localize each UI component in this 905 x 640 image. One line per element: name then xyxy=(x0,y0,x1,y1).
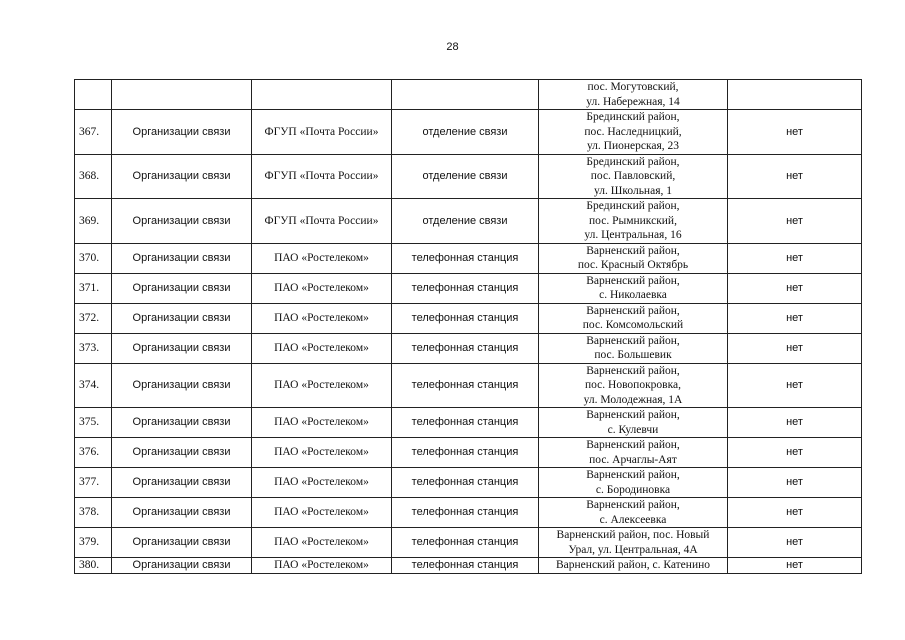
address-line: ул. Набережная, 14 xyxy=(586,95,680,108)
organization-cell: ПАО «Ростелеком» xyxy=(252,498,392,528)
address-line: Варненский район, xyxy=(586,469,680,481)
status-cell: нет xyxy=(728,438,862,468)
row-number-cell: 376. xyxy=(75,438,112,468)
table-body xyxy=(75,80,862,574)
address-line: ул. Центральная, 16 xyxy=(584,229,682,241)
category-cell: Организации связи xyxy=(112,558,252,574)
table-row xyxy=(75,408,862,438)
status-cell: нет xyxy=(728,243,862,273)
organization-cell: ФГУП «Почта России» xyxy=(252,199,392,244)
row-number-cell: 379. xyxy=(75,528,112,558)
row-number-cell: 372. xyxy=(75,303,112,333)
address-line: Варненский район, xyxy=(586,364,680,377)
address-cell xyxy=(539,303,728,333)
status-cell: нет xyxy=(728,303,862,333)
status-cell: нет xyxy=(728,154,862,199)
address-line: ул. Молодежная, 1А xyxy=(583,393,683,406)
address-line: с. Николаевка xyxy=(599,289,667,301)
row-number-cell: 369. xyxy=(75,199,112,244)
object-type-cell: телефонная станция xyxy=(392,558,539,574)
table-row xyxy=(75,333,862,363)
table-row xyxy=(75,199,862,244)
address-cell xyxy=(539,438,728,468)
address-line: Варненский район, xyxy=(586,304,680,317)
object-type-cell: отделение связи xyxy=(392,199,539,244)
category-cell: Организации связи xyxy=(112,333,252,363)
address-cell xyxy=(539,363,728,408)
address-line: пос. Арчаглы-Аят xyxy=(589,453,677,466)
object-type-cell xyxy=(392,80,539,110)
category-cell: Организации связи xyxy=(112,154,252,199)
address-line: пос. Наследницкий, xyxy=(584,125,682,138)
address-line: с. Бородиновка xyxy=(595,483,671,496)
category-cell: Организации связи xyxy=(112,110,252,155)
status-cell: нет xyxy=(728,528,862,558)
address-line: Брединский район, xyxy=(586,155,680,168)
object-type-cell: отделение связи xyxy=(392,154,539,199)
address-cell xyxy=(539,528,728,558)
category-cell: Организации связи xyxy=(112,408,252,438)
address-line: Урал, ул. Центральная, 4А xyxy=(568,543,698,556)
object-type-cell: телефонная станция xyxy=(392,528,539,558)
object-type-cell: телефонная станция xyxy=(392,468,539,498)
table-row xyxy=(75,363,862,408)
address-line: пос. Павловский, xyxy=(590,170,676,182)
category-cell: Организации связи xyxy=(112,243,252,273)
object-type-cell: телефонная станция xyxy=(392,498,539,528)
address-line: Варненский район, xyxy=(586,499,680,511)
organization-cell: ПАО «Ростелеком» xyxy=(252,408,392,438)
table-row xyxy=(75,303,862,333)
category-cell: Организации связи xyxy=(112,273,252,303)
address-line: ул. Школьная, 1 xyxy=(594,184,672,197)
address-cell xyxy=(539,468,728,498)
status-cell: нет xyxy=(728,363,862,408)
category-cell: Организации связи xyxy=(112,303,252,333)
organization-cell: ФГУП «Почта России» xyxy=(252,154,392,199)
address-cell xyxy=(539,408,728,438)
row-number-cell: 367. xyxy=(75,110,112,155)
status-cell: нет xyxy=(728,333,862,363)
table-row xyxy=(75,468,862,498)
page-number: 28 xyxy=(446,41,459,53)
table-row xyxy=(75,528,862,558)
address-cell xyxy=(539,498,728,528)
row-number-cell: 373. xyxy=(75,333,112,363)
object-type-cell: телефонная станция xyxy=(392,273,539,303)
row-number-cell: 378. xyxy=(75,498,112,528)
address-cell xyxy=(539,110,728,155)
category-cell: Организации связи xyxy=(112,498,252,528)
status-cell: нет xyxy=(728,558,862,574)
address-line: Варненский район, xyxy=(586,274,680,287)
organization-cell: ПАО «Ростелеком» xyxy=(252,438,392,468)
address-cell xyxy=(539,154,728,199)
address-line: Варненский район, xyxy=(586,244,680,257)
address-line: Брединский район, xyxy=(586,200,680,212)
row-number-cell: 375. xyxy=(75,408,112,438)
address-line: ул. Пионерская, 23 xyxy=(586,140,680,152)
object-type-cell: телефонная станция xyxy=(392,243,539,273)
table-row xyxy=(75,80,862,110)
address-line: Варненский район, xyxy=(586,334,680,347)
organization-cell: ФГУП «Почта России» xyxy=(252,110,392,155)
address-cell xyxy=(539,558,728,574)
status-cell: нет xyxy=(728,199,862,244)
object-type-cell: телефонная станция xyxy=(392,363,539,408)
row-number-cell: 374. xyxy=(75,363,112,408)
address-cell xyxy=(539,243,728,273)
address-line: пос. Красный Октябрь xyxy=(577,259,689,271)
row-number-cell: 377. xyxy=(75,468,112,498)
address-line: Варненский район, с. Катенино xyxy=(556,559,710,571)
address-line: с. Кулевчи xyxy=(607,423,659,436)
address-line: Варненский район, xyxy=(586,409,680,421)
table-row xyxy=(75,243,862,273)
address-cell xyxy=(539,333,728,363)
address-cell xyxy=(539,199,728,244)
status-cell xyxy=(728,80,862,110)
address-line: пос. Большевик xyxy=(594,349,672,361)
object-type-cell: телефонная станция xyxy=(392,333,539,363)
address-cell xyxy=(539,80,728,110)
table-row xyxy=(75,154,862,199)
status-cell: нет xyxy=(728,273,862,303)
table-row xyxy=(75,558,862,574)
address-line: с. Алексеевка xyxy=(599,513,667,526)
category-cell xyxy=(112,80,252,110)
organization-cell: ПАО «Ростелеком» xyxy=(252,558,392,574)
object-type-cell: отделение связи xyxy=(392,110,539,155)
table-row xyxy=(75,438,862,468)
status-cell: нет xyxy=(728,110,862,155)
address-line: пос. Рымникский, xyxy=(589,214,677,227)
object-type-cell: телефонная станция xyxy=(392,303,539,333)
table-row xyxy=(75,498,862,528)
row-number-cell: 371. xyxy=(75,273,112,303)
organization-cell: ПАО «Ростелеком» xyxy=(252,468,392,498)
category-cell: Организации связи xyxy=(112,438,252,468)
row-number-cell: 368. xyxy=(75,154,112,199)
object-type-cell: телефонная станция xyxy=(392,438,539,468)
category-cell: Организации связи xyxy=(112,363,252,408)
status-cell: нет xyxy=(728,498,862,528)
address-cell xyxy=(539,273,728,303)
organization-cell: ПАО «Ростелеком» xyxy=(252,333,392,363)
organization-cell: ПАО «Ростелеком» xyxy=(252,243,392,273)
category-cell: Организации связи xyxy=(112,468,252,498)
organization-cell: ПАО «Ростелеком» xyxy=(252,363,392,408)
row-number-cell xyxy=(75,80,112,110)
table-row xyxy=(75,110,862,155)
address-line: пос. Комсомольский xyxy=(582,319,684,331)
organization-cell: ПАО «Ростелеком» xyxy=(252,303,392,333)
table-row xyxy=(75,273,862,303)
status-cell: нет xyxy=(728,468,862,498)
facilities-table xyxy=(74,79,862,574)
category-cell: Организации связи xyxy=(112,199,252,244)
organization-cell xyxy=(252,80,392,110)
row-number-cell: 370. xyxy=(75,243,112,273)
row-number-cell: 380. xyxy=(75,558,112,574)
address-line: Брединский район, xyxy=(586,111,680,123)
organization-cell: ПАО «Ростелеком» xyxy=(252,273,392,303)
address-line: пос. Новопокровка, xyxy=(584,379,681,391)
organization-cell: ПАО «Ростелеком» xyxy=(252,528,392,558)
address-line: Варненский район, пос. Новый xyxy=(556,529,710,541)
address-line: Варненский район, xyxy=(586,439,680,451)
address-line: пос. Могутовский, xyxy=(587,81,679,93)
object-type-cell: телефонная станция xyxy=(392,408,539,438)
category-cell: Организации связи xyxy=(112,528,252,558)
status-cell: нет xyxy=(728,408,862,438)
